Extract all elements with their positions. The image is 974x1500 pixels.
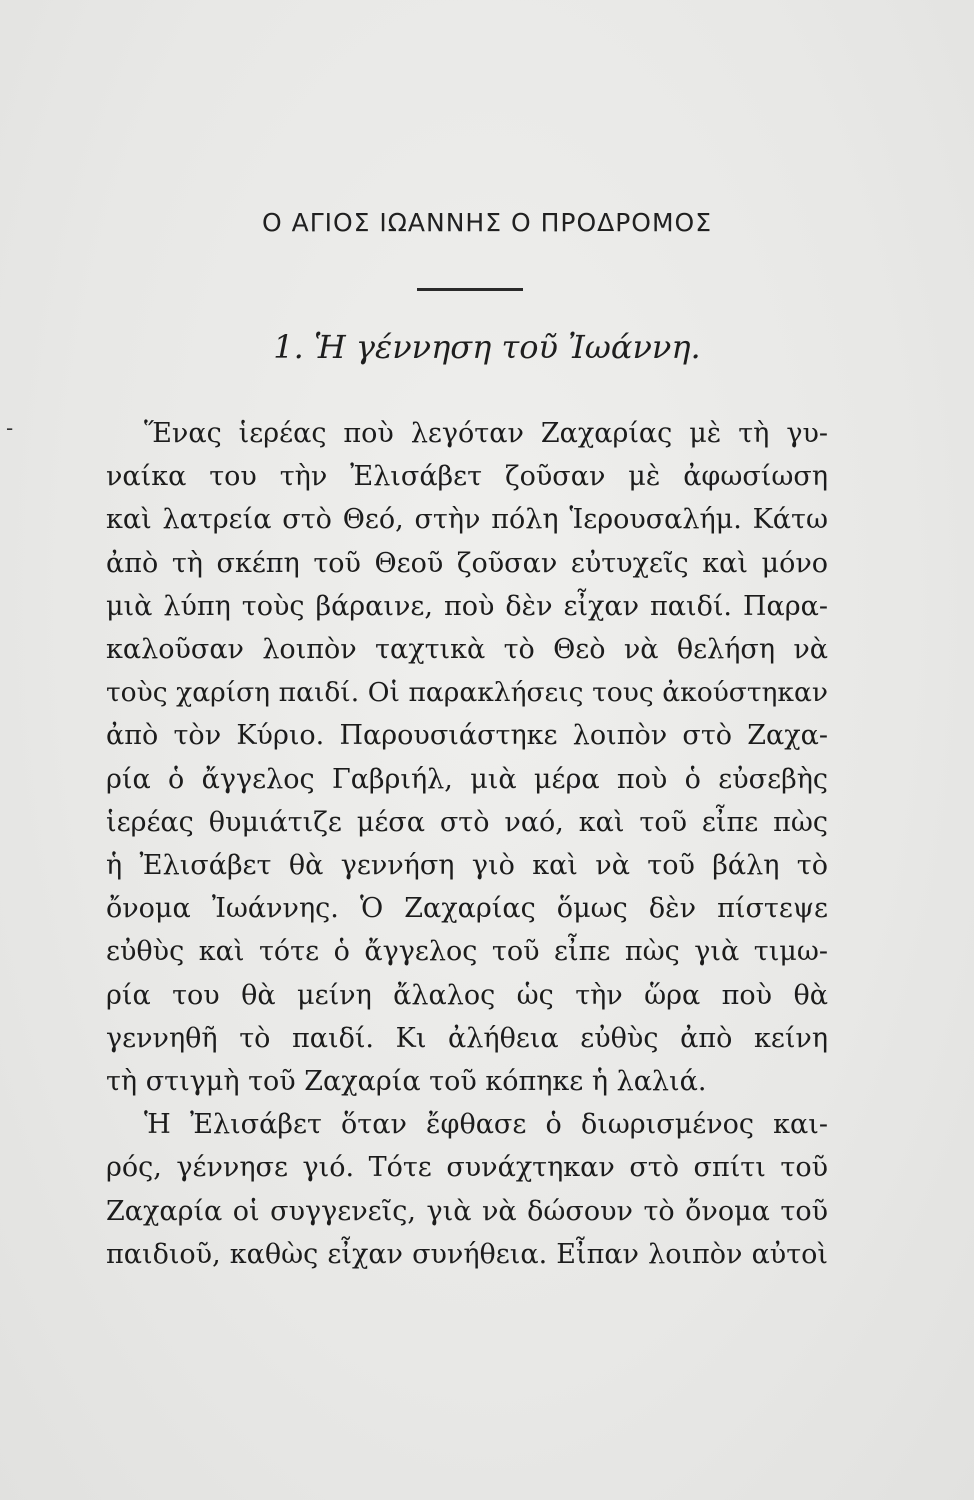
- text-line: παιδιοῦ, καθὼς εἶχαν συνήθεια. Εἶπαν λοιπὸν αὐτοὶ: [106, 1238, 828, 1270]
- text-line: εὐθὺς καὶ τότε ὁ ἄγγελος τοῦ εἶπε πὼς γιὰ τιμω-: [106, 936, 828, 968]
- text-line: ρία ὁ ἄγγελος Γαβριήλ, μιὰ μέρα ποὺ ὁ εὐσεβὴς: [106, 763, 828, 795]
- text-line: τὴ στιγμὴ τοῦ Ζαχαρία τοῦ κόπηκε ἡ λαλιά.: [106, 1066, 707, 1098]
- chapter-title: 1. Ἡ γέννηση τοῦ Ἰωάννη.: [273, 328, 701, 366]
- text-line: ρός, γέννησε γιό. Τότε συνάχτηκαν στὸ σπίτι τοῦ: [106, 1152, 828, 1184]
- text-line: ἱερέας θυμιάτιζε μέσα στὸ ναό, καὶ τοῦ εἶπε πὼς: [106, 806, 828, 838]
- text-line: καλοῦσαν λοιπὸν ταχτικὰ τὸ Θεὸ νὰ θελήση νὰ: [106, 634, 828, 666]
- paragraph-1: [106, 412, 828, 1103]
- text-line: μιὰ λύπη τοὺς βάραινε, ποὺ δὲν εἶχαν παιδί. Παρα-: [106, 590, 828, 622]
- text-line: ἡ Ἐλισάβετ θὰ γεννήση γιὸ καὶ νὰ τοῦ βάλη τὸ: [106, 850, 828, 882]
- text-line: γεννηθῆ τὸ παιδί. Κι ἀλήθεια εὐθὺς ἀπὸ κείνη: [106, 1022, 828, 1054]
- text-line: ρία του θὰ μείνη ἄλαλος ὡς τὴν ὥρα ποὺ θὰ: [106, 979, 828, 1011]
- text-line: Ἡ Ἐλισάβετ ὅταν ἔφθασε ὁ διωρισμένος και-: [144, 1109, 828, 1141]
- text-line: Ζαχαρία οἱ συγγενεῖς, γιὰ νὰ δώσουν τὸ ὄνομα τοῦ: [106, 1195, 828, 1227]
- paragraph-2: [106, 1103, 828, 1276]
- text-line: Ἕνας ἱερέας ποὺ λεγόταν Ζαχαρίας μὲ τὴ γυ-: [144, 418, 828, 449]
- text-line: τοὺς χαρίση παιδί. Οἱ παρακλήσεις τους ἀκούστηκαν: [106, 677, 828, 709]
- text-line: ἀπὸ τὴ σκέπη τοῦ Θεοῦ ζοῦσαν εὐτυχεῖς καὶ μόνο: [106, 547, 828, 579]
- running-head: Ο ΑΓΙΟΣ ΙΩΑΝΝΗΣ Ο ΠΡΟΔΡΟΜΟΣ: [261, 208, 713, 237]
- title-rule: [417, 288, 523, 291]
- text-line: ναίκα του τὴν Ἐλισάβετ ζοῦσαν μὲ ἀφωσίωση: [106, 461, 828, 493]
- text-line: ἀπὸ τὸν Κύριο. Παρουσιάστηκε λοιπὸν στὸ Ζαχα-: [106, 720, 828, 752]
- text-line: ὄνομα Ἰωάννης. Ὁ Ζαχαρίας ὅμως δὲν πίστεψε: [106, 893, 828, 925]
- body-text: [106, 412, 828, 1276]
- text-line: καὶ λατρεία στὸ Θεό, στὴν πόλη Ἱερουσαλήμ. Κάτω: [106, 504, 828, 536]
- margin-mark: -: [6, 416, 14, 440]
